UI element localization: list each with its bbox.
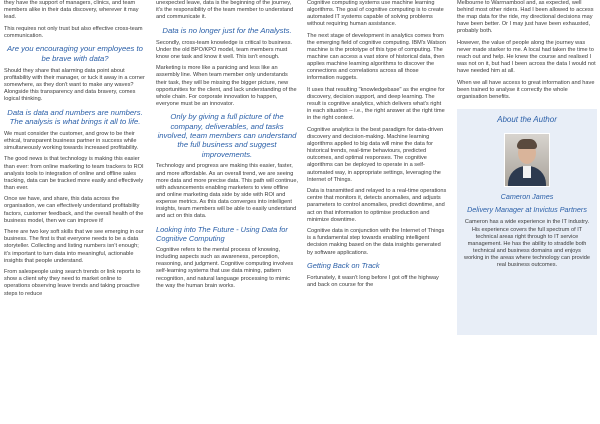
column-4 bbox=[457, 0, 597, 424]
paragraph: This requires not only trust but also effective cross-team communication. bbox=[4, 25, 143, 39]
author-photo-hair bbox=[517, 139, 537, 149]
pull-quote: Only by giving a full picture of the company, deliverables, and tasks involved, team members can understand the full business and suggest improvements. bbox=[157, 112, 297, 159]
author-name: Cameron James bbox=[500, 192, 554, 202]
paragraph: When we all have access to great information and have been trained to analyse it correctly the whole organisation benefits. bbox=[457, 79, 595, 101]
paragraph: Secondly, cross-team knowledge is critical to business. Under the old BPO/KPO model, team members must know one task and know it well. This isn't enough. bbox=[156, 39, 293, 60]
paragraph: Should they share that alarming data point about profitability with their manager, or tuck it away in a corner somewhere, as they don't want to make any waves? Alongside this transparency and data bravery, comes logical thinking. bbox=[4, 67, 145, 102]
paragraph: they have the support of managers, clinics, and team members alike in their data discovery, wherever it may lead. bbox=[4, 0, 139, 21]
column-3 bbox=[307, 0, 447, 424]
paragraph: Technology and progress are making this easier, faster, and more affordable. As an overall trend, we are seeing more data and more precise data. This path will continue, with advancements enabling marketers to view offline and online marketing data side by side with ROI and expense metrics. As this data converges into intelligent insights, team members will be able to easily understand and act on this data. bbox=[156, 163, 298, 220]
paragraph: We must consider the customer, and grow to be their ethical, transparent business partner in success while simultaneously working towards increased profitability. bbox=[4, 130, 139, 151]
paragraph: Cognitive data in conjunction with the Internet of Things is a fundamental step towards enabling intelligent decision making based on the data insights generated by software applications. bbox=[307, 228, 445, 256]
paragraph: Marketing is more like a panicing and less like an assembly line. When team member only understands their task, they will be missing the bigger picture, new opportunities for the client, and lack understanding of the whole chain. For corporate innovation to happen, everyone must be an innovator. bbox=[156, 65, 297, 107]
author-bio: Cameron has a wide experience in the IT industry. His experience covers the full spectrum of IT technical areas right through to IT service management. He has the ability to straddle both technical and business domains and enjoys working in the areas where technology can provide real business outcomes. bbox=[464, 219, 590, 268]
paragraph: The good news is that technology is making this easier than ever: from online marketing to team trackers to ROI analysis tools to integration of online and offline sales tracking, data can be tracked more easily and effectively than ever. bbox=[4, 156, 144, 191]
author-box bbox=[457, 109, 597, 335]
pull-quote: Are you encouraging your employees to be brave with data? bbox=[7, 44, 143, 63]
paragraph: However, the value of people along the journey was never made starker to me. A local had taken the time to reach out and help. He knew the course and realised I was not on it, but had I been across the data I would not have needed him at all. bbox=[457, 39, 596, 75]
paragraph: Melbourne to Warrnambool and, as expected, well behind most other riders. Had I been allowed to access the map data for the ride, my directional decisions may have been better. Or I may just have been exhausted, probably both. bbox=[457, 0, 594, 35]
paragraph: There are two key soft skills that we see emerging in our business. The first is that everyone needs to be a data storyteller. Collecting and listing numbers isn't enough; it's important to turn data into meaningful, actionable insights that people understand. bbox=[4, 229, 144, 264]
author-box-title: About the Author bbox=[497, 115, 557, 125]
paragraph: From salespeople using search trends or link reports to show a client why they need to market online to operations observing leave trends and taking proactive steps to reduce bbox=[4, 269, 141, 297]
paragraph: Once we have, and share, this data across the organisation, we can effectively understand profitability factors, customer feedback, and the overall health of the business model, then we can improve it! bbox=[4, 196, 144, 224]
paragraph: unexpected leave, data is the beginning of the journey, it's the responsibility of the team member to understand and communicate it. bbox=[156, 0, 294, 21]
paragraph: It uses that resulting "knowledgebase" as the engine for discovery, decision support, and deep learning. The result is cognitive analytics, which delivers what's right in each situation -- i.e., the right answer at the right time in the right context. bbox=[307, 87, 445, 122]
column-1 bbox=[4, 0, 146, 424]
pull-quote: Data is data and numbers are numbers. The analysis is what brings it all to life. bbox=[7, 107, 143, 126]
paragraph: Data is transmitted and relayed to a real-time operations centre that monitors it, detects anomalies, and adjusts parameters to control anomalies, predict downtime, and act on that information to optimise production and minimize downtime. bbox=[307, 188, 447, 223]
author-photo bbox=[504, 133, 550, 187]
paragraph: The next stage of development in analytics comes from the emerging field of cognitive computing. IBM's Watson machine is the prototype of this type of computing. The machine can access a vast store of historical data, then applies machine learning algorithms to discover the connections and correlations across all those information nuggets. bbox=[307, 32, 446, 82]
paragraph: Cognitive analytics is the best paradigm for data-driven discovery and decision-making. Machine learning algorithms applied to big data will mine the data for historical trends, real-time behaviours, predicted outcomes, and optimal responses. The cognitive algorithms can be deployed to operate in a self-automated way, in appropriate settings, leveraging the Internet of Things. bbox=[307, 127, 444, 183]
section-heading: Looking into The Future - Using Data for Cognitive Computing bbox=[156, 224, 288, 243]
paragraph: Cognitive refers to the mental process of knowing, including aspects such as awareness, perception, reasoning, and judgment. Cognitive computing involves self-learning systems that use data mining, pattern recognition, and natural language processing to mimic the way the human brain works. bbox=[156, 247, 294, 289]
pull-quote: Data is no longer just for the Analysts. bbox=[162, 25, 292, 35]
author-role: Delivery Manager at Invictus Partners bbox=[467, 205, 587, 215]
section-heading: Getting Back on Track bbox=[307, 261, 380, 271]
column-2 bbox=[156, 0, 298, 424]
author-photo-collar bbox=[523, 166, 531, 178]
paragraph: Cognitive computing systems use machine learning algorithms. The goal of cognitive computing is to create automated IT systems capable of solving problems without requiring human assistance. bbox=[307, 0, 444, 28]
paragraph: Fortunately, it wasn't long before I got off the highway and back on course for the bbox=[307, 274, 439, 288]
